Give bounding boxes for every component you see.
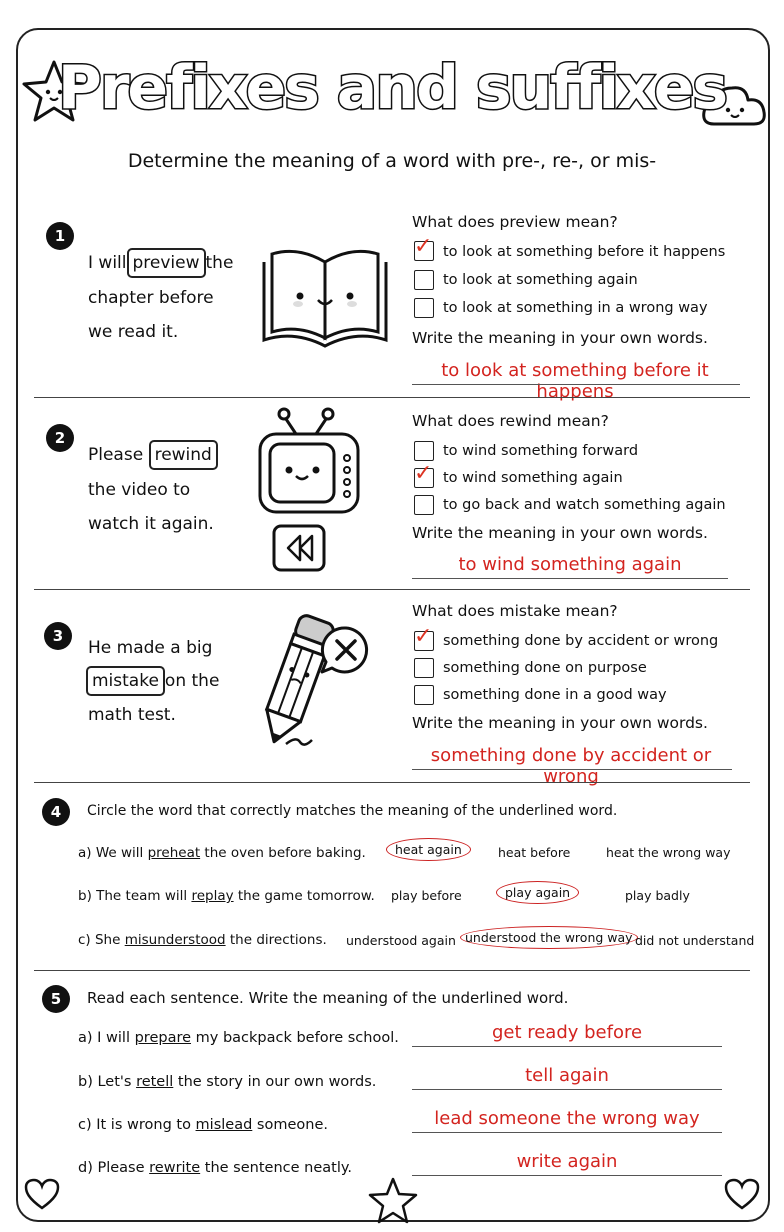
checkmark-icon: ✓ <box>414 461 433 486</box>
choice-option[interactable]: heat before <box>498 845 571 860</box>
circled-choice[interactable]: heat again <box>386 838 471 861</box>
question-text: What does mistake mean? <box>412 602 618 620</box>
option-checkbox[interactable] <box>414 298 434 318</box>
section-divider <box>34 782 750 783</box>
option-label: something done by accident or wrong <box>443 633 719 649</box>
question-text: What does preview mean? <box>412 213 618 231</box>
option-label: to look at something in a wrong way <box>443 300 708 316</box>
list-item: a) I will prepare my backpack before school. <box>78 1030 399 1046</box>
answer-line <box>412 769 732 770</box>
x-bubble-icon <box>318 624 374 676</box>
circled-choice[interactable]: understood the wrong way <box>460 926 638 949</box>
answer-line <box>412 578 728 579</box>
heart-icon <box>24 1178 60 1210</box>
answer-line <box>412 1175 722 1176</box>
underlined-word: replay <box>191 888 234 904</box>
option-checkbox[interactable] <box>414 441 434 461</box>
choice-option[interactable]: play badly <box>625 888 690 903</box>
sentence-text: on the <box>164 671 220 691</box>
choice-option[interactable] <box>496 885 579 900</box>
sentence-line <box>86 664 219 698</box>
question-text: What does rewind mean? <box>412 412 609 430</box>
section-divider <box>34 397 750 398</box>
sentence-line <box>88 438 218 472</box>
sentence-line: math test. <box>88 705 176 725</box>
option-label: to go back and watch something again <box>443 497 726 513</box>
answer-text[interactable]: write again <box>516 1151 618 1172</box>
list-item: c) She misunderstood the directions. <box>78 932 327 948</box>
underlined-word: preheat <box>147 845 201 861</box>
sentence-text: the <box>205 253 234 273</box>
choice-option[interactable]: heat the wrong way <box>606 845 731 860</box>
page-subtitle: Determine the meaning of a word with pre-, re-, or mis- <box>127 150 657 172</box>
circled-choice[interactable]: play again <box>496 881 579 904</box>
choice-option[interactable] <box>386 842 471 857</box>
option-checkbox[interactable] <box>414 270 434 290</box>
checkmark-icon: ✓ <box>414 234 433 259</box>
instruction-text: Read each sentence. Write the meaning of the underlined word. <box>87 989 569 1007</box>
target-word-box: preview <box>127 248 206 278</box>
answer-line <box>412 384 740 385</box>
answer-text[interactable]: tell again <box>525 1065 609 1086</box>
sentence-line: chapter before <box>88 288 214 308</box>
option-checkbox[interactable] <box>414 685 434 705</box>
option-label: to wind something again <box>443 470 623 486</box>
book-icon <box>258 240 392 356</box>
list-item: c) It is wrong to mislead someone. <box>78 1117 328 1133</box>
target-word-box: mistake <box>86 666 165 696</box>
sentence-line: He made a big <box>88 638 213 658</box>
option-label: to look at something again <box>443 272 638 288</box>
answer-line <box>412 1089 722 1090</box>
answer-text[interactable]: something done by accident or wrong <box>430 745 712 787</box>
list-item: d) Please rewrite the sentence neatly. <box>78 1160 352 1176</box>
option-label: something done in a good way <box>443 687 667 703</box>
question-number: 1 <box>46 222 74 250</box>
question-number: 5 <box>42 985 70 1013</box>
question-number: 4 <box>42 798 70 826</box>
option-label: something done on purpose <box>443 660 647 676</box>
question-number: 3 <box>44 622 72 650</box>
star-icon <box>366 1176 420 1224</box>
option-label: to look at something before it happens <box>443 244 726 260</box>
choice-option[interactable] <box>460 930 638 945</box>
section-divider <box>34 970 750 971</box>
choice-option[interactable]: play before <box>391 888 462 903</box>
answer-line <box>412 1046 722 1047</box>
section-divider <box>34 589 750 590</box>
sentence-line: the video to <box>88 480 191 500</box>
list-item: b) Let's retell the story in our own words. <box>78 1074 377 1090</box>
underlined-word: misunderstood <box>124 932 226 948</box>
answer-text[interactable]: to wind something again <box>458 554 682 575</box>
answer-line <box>412 1132 722 1133</box>
choice-option[interactable]: did not understand <box>635 933 755 948</box>
underlined-word: mislead <box>195 1117 253 1133</box>
answer-text[interactable]: get ready before <box>491 1022 643 1043</box>
list-item: b) The team will replay the game tomorrow. <box>78 888 375 904</box>
heart-icon <box>724 1178 760 1210</box>
page-title: Prefixes and suffixes <box>57 53 727 123</box>
option-checkbox[interactable] <box>414 495 434 515</box>
choice-option[interactable]: understood again <box>346 933 456 948</box>
underlined-word: prepare <box>134 1030 192 1046</box>
list-item: a) We will preheat the oven before baking. <box>78 845 366 861</box>
instruction-text: Circle the word that correctly matches the meaning of the underlined word. <box>87 803 618 819</box>
question-number: 2 <box>46 424 74 452</box>
sentence-text: I will <box>88 253 127 273</box>
prompt-text: Write the meaning in your own words. <box>412 524 708 542</box>
sentence-text: Please <box>88 445 144 465</box>
target-word-box: rewind <box>149 440 218 470</box>
option-checkbox[interactable] <box>414 658 434 678</box>
tv-icon <box>256 406 366 574</box>
prompt-text: Write the meaning in your own words. <box>412 329 708 347</box>
underlined-word: retell <box>136 1074 174 1090</box>
answer-text[interactable]: lead someone the wrong way <box>434 1108 700 1129</box>
underlined-word: rewrite <box>149 1160 201 1176</box>
sentence-line: watch it again. <box>88 514 214 534</box>
answer-text[interactable]: to look at something before it happens <box>441 360 709 402</box>
sentence-line <box>88 246 233 280</box>
checkmark-icon: ✓ <box>414 624 433 649</box>
prompt-text: Write the meaning in your own words. <box>412 714 708 732</box>
sentence-line: we read it. <box>88 322 179 342</box>
option-label: to wind something forward <box>443 443 639 459</box>
